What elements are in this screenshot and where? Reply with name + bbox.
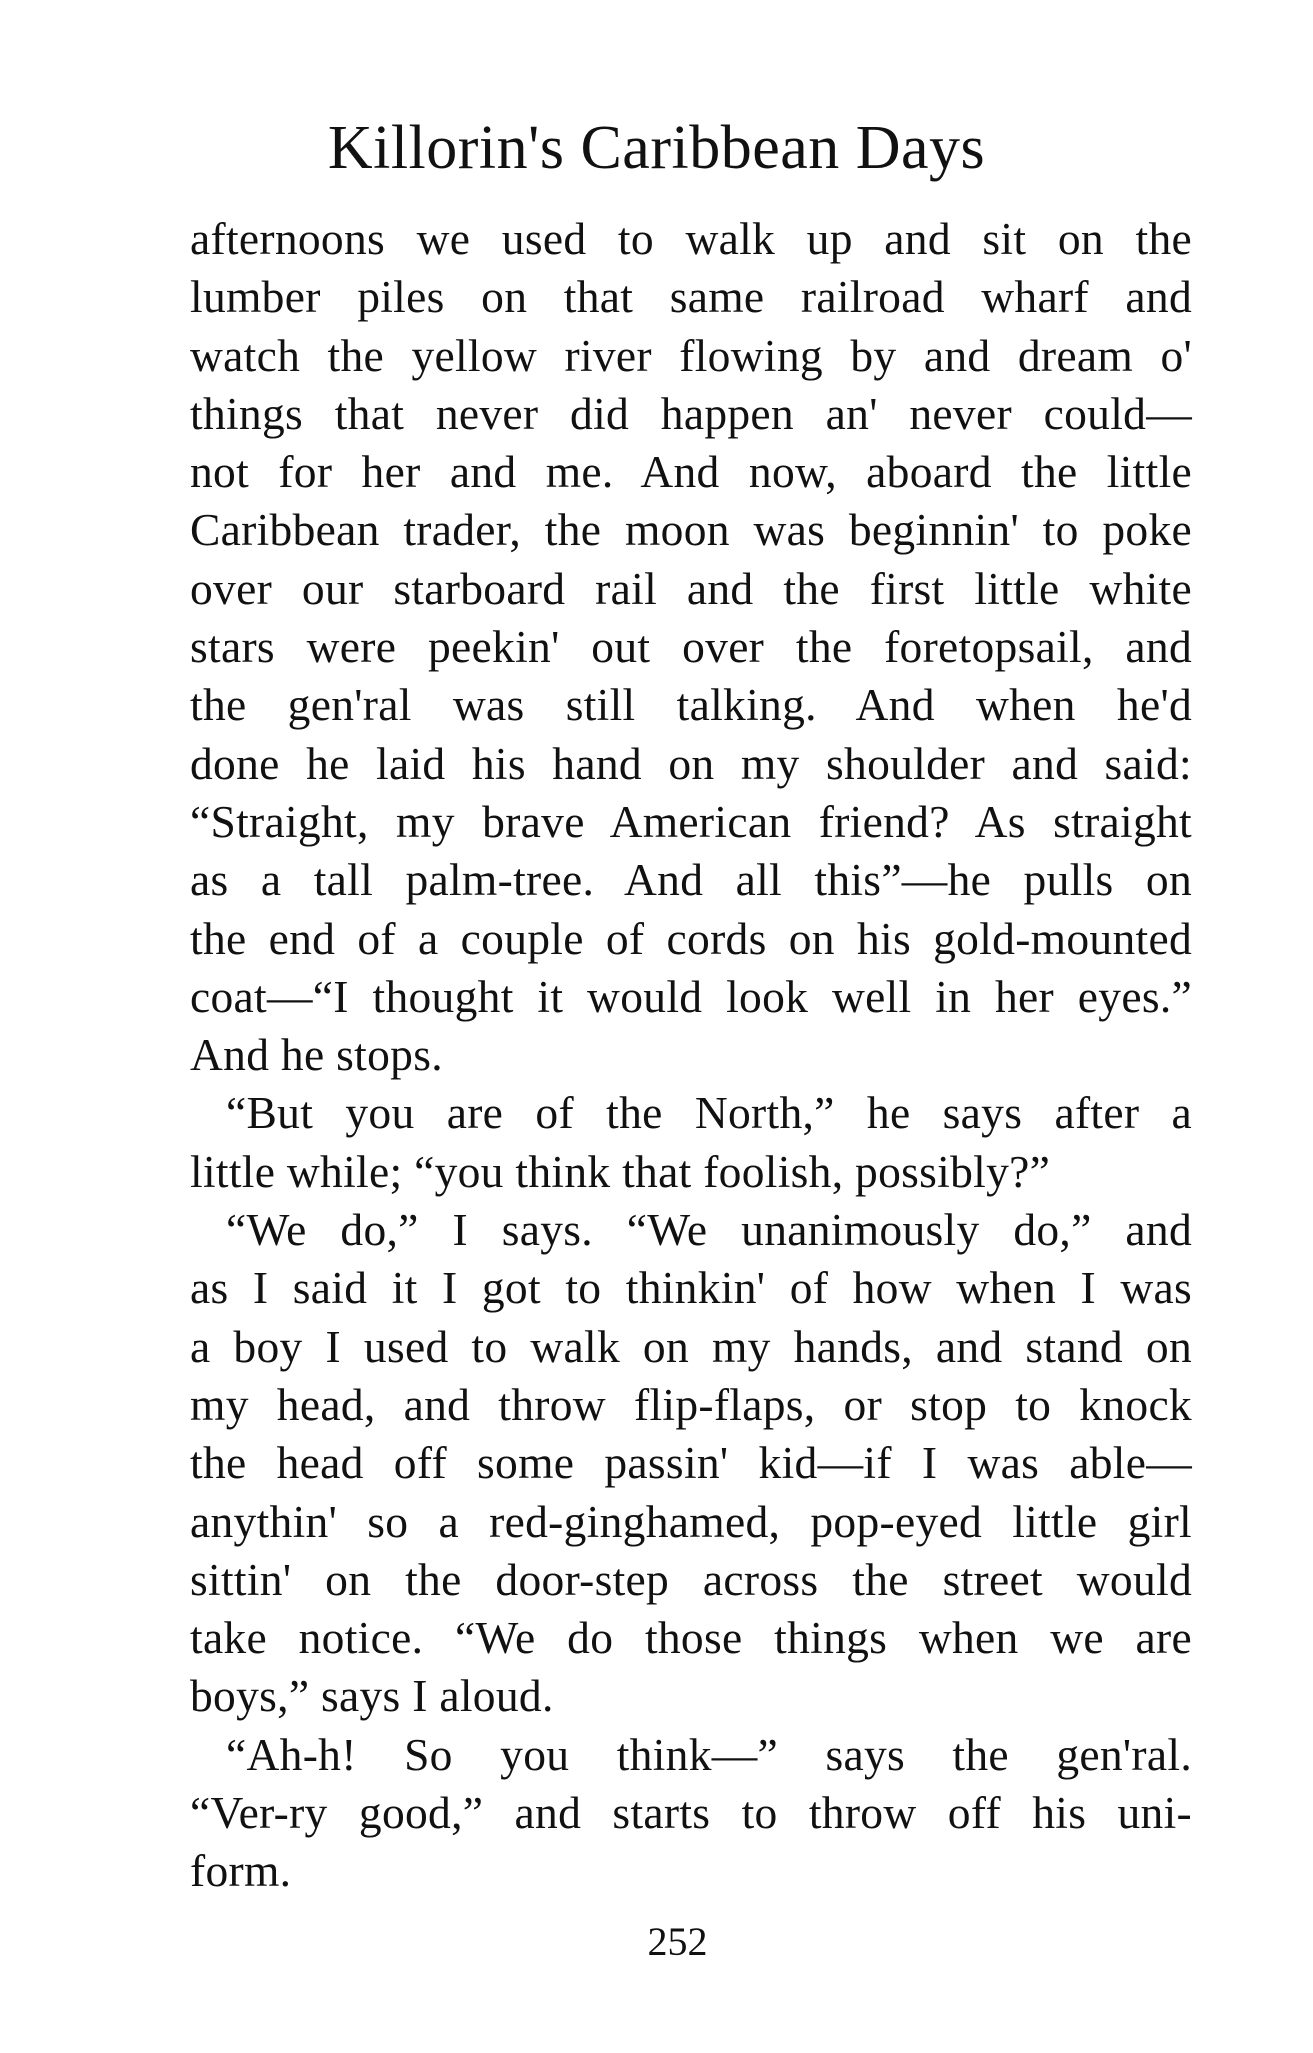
- text-line: over our starboard rail and the first little white: [190, 562, 1192, 614]
- text-line: a boy I used to walk on my hands, and stand on: [190, 1320, 1192, 1372]
- text-line: “Ah-h! So you think—” says the gen'ral.: [226, 1728, 1192, 1780]
- text-line: the gen'ral was still talking. And when he'd: [190, 679, 1192, 731]
- running-head: Killorin's Caribbean Days: [327, 114, 986, 182]
- text-line: lumber piles on that same railroad wharf and: [190, 271, 1192, 323]
- text-line: “We do,” I says. “We unanimously do,” and: [226, 1204, 1192, 1256]
- text-line: And he stops.: [190, 1029, 443, 1081]
- body-text: [190, 210, 1192, 1901]
- text-line: not for her and me. And now, aboard the little: [190, 446, 1192, 498]
- text-line: stars were peekin' out over the foretopsail, and: [190, 621, 1192, 673]
- text-line: coat—“I thought it would look well in her eyes.”: [190, 970, 1192, 1022]
- text-line: anythin' so a red-ginghamed, pop-eyed little girl: [190, 1495, 1192, 1547]
- text-line: the end of a couple of cords on his gold-mounted: [190, 912, 1192, 964]
- text-line: afternoons we used to walk up and sit on the: [190, 213, 1192, 264]
- text-line: little while; “you think that foolish, possibly?”: [190, 1145, 1051, 1197]
- text-line: as a tall palm-tree. And all this”—he pulls on: [190, 854, 1192, 906]
- text-line: things that never did happen an' never could—: [190, 387, 1192, 439]
- text-line: my head, and throw flip-flaps, or stop to knock: [190, 1378, 1192, 1430]
- text-line: take notice. “We do those things when we are: [190, 1612, 1192, 1664]
- text-line: boys,” says I aloud.: [190, 1670, 554, 1722]
- text-line: done he laid his hand on my shoulder and said:: [190, 737, 1192, 789]
- text-line: watch the yellow river flowing by and dream o': [190, 329, 1192, 381]
- text-line: “But you are of the North,” he says after a: [226, 1087, 1192, 1139]
- text-line: “Straight, my brave American friend? As straight: [190, 795, 1192, 847]
- text-line: “Ver-ry good,” and starts to throw off his uni-: [190, 1787, 1192, 1839]
- text-line: as I said it I got to thinkin' of how when I was: [190, 1262, 1192, 1314]
- text-line: the head off some passin' kid—if I was able—: [190, 1437, 1192, 1489]
- page-number: 252: [647, 1919, 708, 1964]
- text-line: sittin' on the door-step across the street would: [190, 1553, 1192, 1605]
- text-line: form.: [190, 1845, 292, 1897]
- text-line: Caribbean trader, the moon was beginnin' to poke: [190, 504, 1192, 556]
